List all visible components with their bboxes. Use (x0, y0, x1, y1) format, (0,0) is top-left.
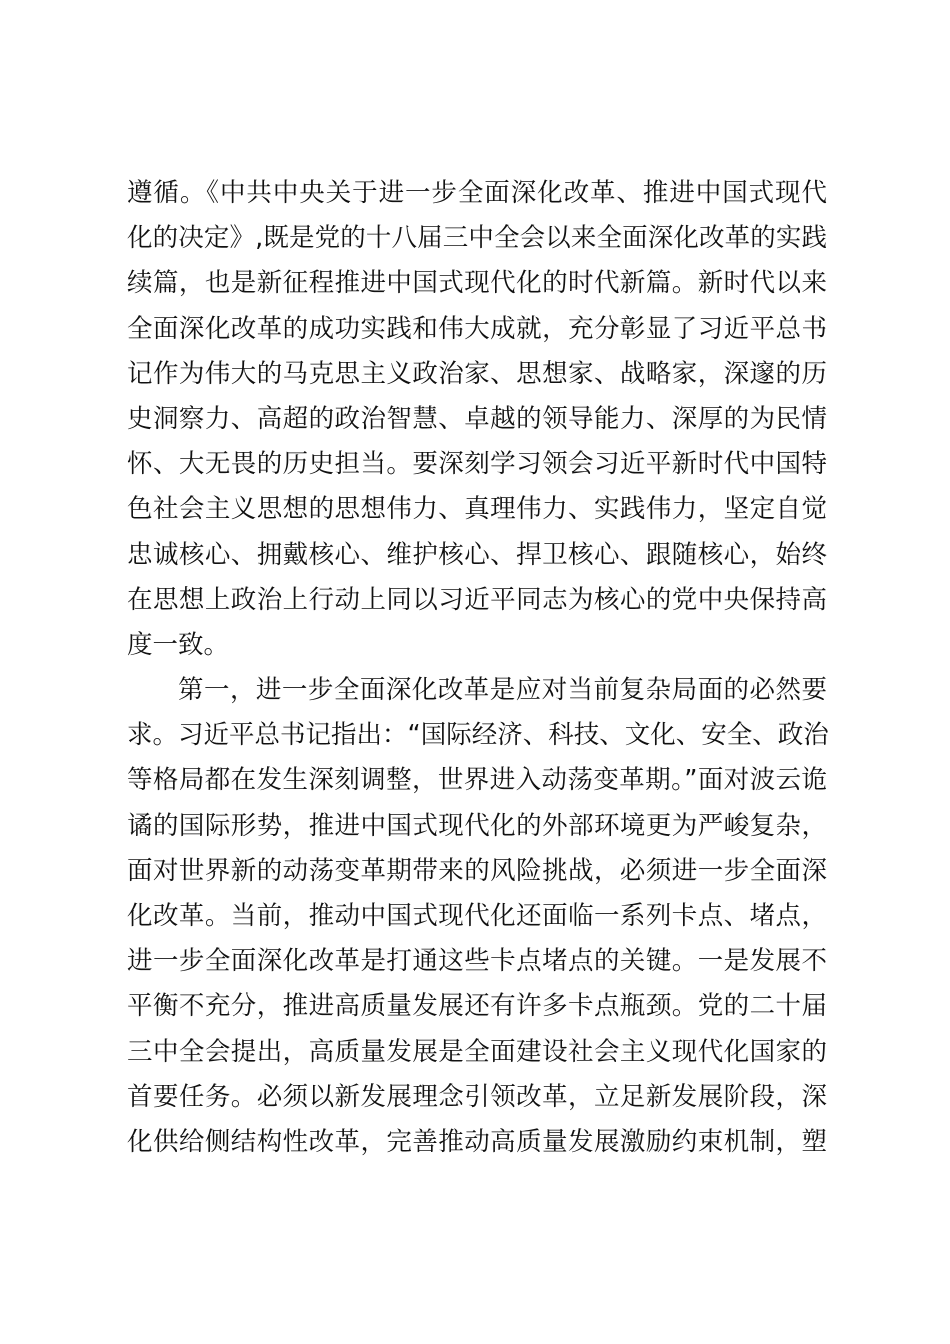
text-line: 续篇，也是新征程推进中国式现代化的时代新篇。新时代以来 (127, 268, 827, 299)
text-line: 史洞察力、高超的政治智慧、卓越的领导能力、深厚的为民情 (127, 403, 827, 434)
text-line: 化供给侧结构性改革，完善推动高质量发展激励约束机制，塑 (127, 1126, 827, 1157)
text-line: 第一，进一步全面深化改革是应对当前复杂局面的必然要 (178, 675, 827, 706)
text-line: 首要任务。必须以新发展理念引领改革，立足新发展阶段，深 (127, 1081, 827, 1112)
text-line: 进一步全面深化改革是打通这些卡点堵点的关键。一是发展不 (127, 946, 827, 977)
text-line: 在思想上政治上行动上同以习近平同志为核心的党中央保持高 (127, 584, 827, 615)
paragraph-1 (127, 171, 827, 668)
text-line: 忠诚核心、拥戴核心、维护核心、捍卫核心、跟随核心，始终 (127, 539, 827, 570)
text-line: 化改革。当前，推动中国式现代化还面临一系列卡点、堵点， (127, 901, 827, 931)
text-line: 等格局都在发生深刻调整，世界进入动荡变革期。”面对波云诡 (127, 765, 827, 796)
text-line: 三中全会提出，高质量发展是全面建设社会主义现代化国家的 (127, 1036, 827, 1067)
text-line: 平衡不充分，推进高质量发展还有许多卡点瓶颈。党的二十届 (127, 991, 827, 1022)
text-line: 求。习近平总书记指出：“国际经济、科技、文化、安全、政治 (127, 720, 829, 751)
text-line: 色社会主义思想的思想伟力、真理伟力、实践伟力，坚定自觉 (127, 494, 827, 525)
text-line: 怀、大无畏的历史担当。要深刻学习领会习近平新时代中国特 (127, 449, 827, 480)
text-line: 面对世界新的动荡变革期带来的风险挑战，必须进一步全面深 (127, 855, 827, 886)
text-line: 化的决定》,既是党的十八届三中全会以来全面深化改革的实践 (127, 223, 827, 254)
text-line: 谲的国际形势，推进中国式现代化的外部环境更为严峻复杂， (127, 810, 827, 841)
text-line: 度一致。 (127, 629, 230, 660)
text-line: 全面深化改革的成功实践和伟大成就，充分彰显了习近平总书 (127, 313, 827, 344)
text-line: 记作为伟大的马克思主义政治家、思想家、战略家，深邃的历 (127, 358, 827, 389)
document-body (127, 171, 827, 1165)
paragraph-2 (127, 668, 827, 1165)
text-line: 遵循。《中共中央关于进一步全面深化改革、推进中国式现代 (127, 178, 827, 208)
